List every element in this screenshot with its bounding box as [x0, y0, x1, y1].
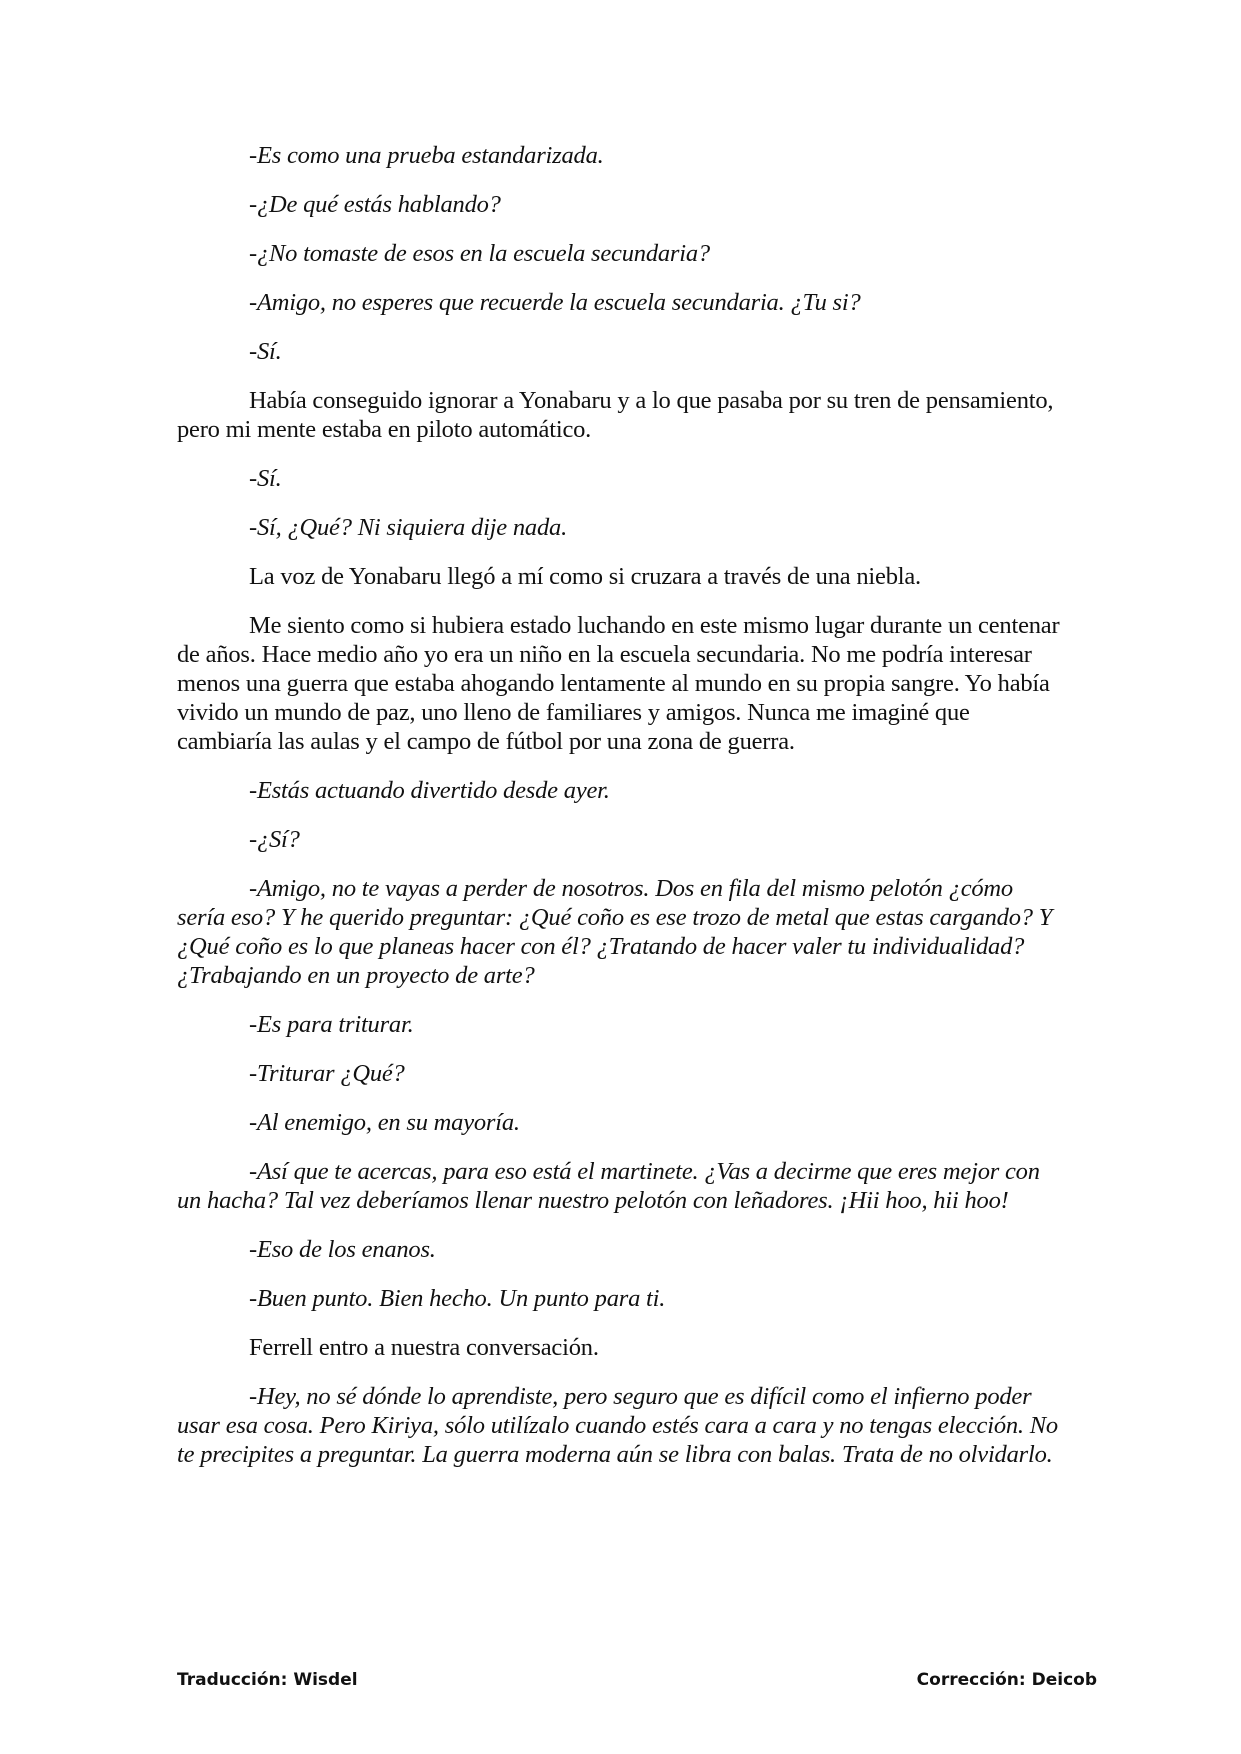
dialogue-line: -¿No tomaste de esos en la escuela secundaria?: [249, 240, 710, 267]
dialogue-line: -¿De qué estás hablando?: [249, 191, 501, 218]
dialogue-line: -Amigo, no esperes que recuerde la escuela secundaria. ¿Tu si?: [249, 289, 861, 316]
dialogue-line: -Al enemigo, en su mayoría.: [249, 1109, 520, 1136]
correction-credit: Corrección: Deicob: [916, 1670, 1097, 1690]
narration-paragraph: La voz de Yonabaru llegó a mí como si cruzara a través de una niebla.: [249, 563, 921, 590]
dialogue-line: -Hey, no sé dónde lo aprendiste, pero seguro que es difícil como el infierno poder usar esa cosa. Pero Kiriya, sólo utilízalo cuando estés cara a cara y no tengas elección. No te precipites a preguntar. La guerra moderna aún se libra con balas. Trata de no olvidarlo.: [177, 1383, 1058, 1468]
translation-credit: Traducción: Wisdel: [177, 1670, 358, 1690]
dialogue-line: -Estás actuando divertido desde ayer.: [249, 777, 610, 804]
dialogue-line: -Es para triturar.: [249, 1011, 414, 1038]
dialogue-line: -Triturar ¿Qué?: [249, 1060, 405, 1087]
narration-paragraph: Ferrell entro a nuestra conversación.: [249, 1334, 599, 1361]
dialogue-line: -¿Sí?: [249, 826, 300, 853]
dialogue-line: -Eso de los enanos.: [249, 1236, 436, 1263]
dialogue-line: -Amigo, no te vayas a perder de nosotros. Dos en fila del mismo pelotón ¿cómo sería eso? Y he querido preguntar: ¿Qué coño es ese trozo de metal que estas cargando? Y ¿Qué coño es lo que planeas hacer con él? ¿Tratando de hacer valer tu individualidad? ¿Trabajando en un proyecto de arte?: [177, 875, 1053, 989]
dialogue-line: -Sí, ¿Qué? Ni siquiera dije nada.: [249, 514, 568, 541]
document-body: [177, 141, 1060, 1489]
narration-paragraph: Me siento como si hubiera estado luchando en este mismo lugar durante un centenar de años. Hace medio año yo era un niño en la escuela secundaria. No me podría interesar menos una guerra que estaba ahogando lentamente al mundo en su propia sangre. Yo había vivido un mundo de paz, uno lleno de familiares y amigos. Nunca me imaginé que cambiaría las aulas y el campo de fútbol por una zona de guerra.: [177, 612, 1060, 755]
dialogue-line: -Sí.: [249, 465, 282, 492]
dialogue-line: -Sí.: [249, 338, 282, 365]
page-footer: [177, 1670, 1097, 1690]
dialogue-line: -Es como una prueba estandarizada.: [249, 142, 604, 169]
narration-paragraph: Había conseguido ignorar a Yonabaru y a lo que pasaba por su tren de pensamiento, pero mi mente estaba en piloto automático.: [177, 387, 1054, 443]
dialogue-line: -Así que te acercas, para eso está el martinete. ¿Vas a decirme que eres mejor con un hacha? Tal vez deberíamos llenar nuestro pelotón con leñadores. ¡Hii hoo, hii hoo!: [177, 1158, 1040, 1214]
dialogue-line: -Buen punto. Bien hecho. Un punto para ti.: [249, 1285, 666, 1312]
